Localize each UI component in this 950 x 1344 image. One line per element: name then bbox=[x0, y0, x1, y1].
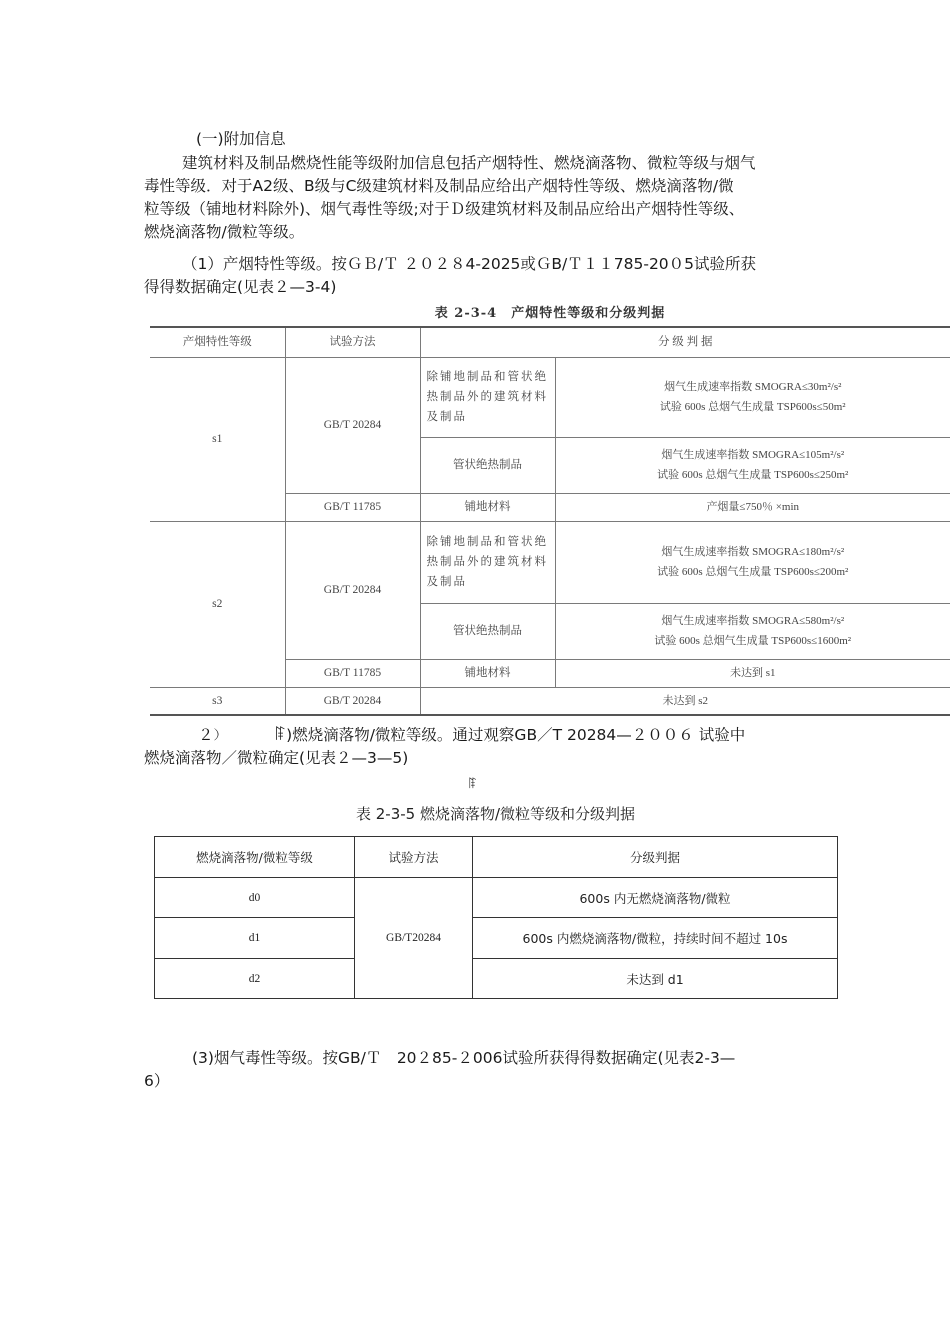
intro-line: 粒等级（铺地材料除外)、烟气毒性等级;对于Ｄ级建筑材料及制品应给出产烟特性等级、 bbox=[144, 200, 745, 218]
table-row bbox=[150, 357, 950, 437]
category-cell: 管状绝热制品 bbox=[420, 603, 555, 659]
method-cell: GB/T 11785 bbox=[285, 493, 420, 521]
header-cell: 试验方法 bbox=[355, 837, 473, 878]
category-cell: 管状绝热制品 bbox=[420, 437, 555, 493]
grade-cell: d1 bbox=[155, 918, 355, 959]
criteria-cell: 未达到 s2 bbox=[420, 687, 950, 715]
header-cell: 分级判据 bbox=[473, 837, 838, 878]
header-cell: 分 级 判 据 bbox=[420, 327, 950, 357]
method-cell: GB/T 20284 bbox=[285, 357, 420, 493]
criteria-line: 烟气生成速率指数 SMOGRA≤105m²/s² bbox=[661, 449, 845, 461]
intro-paragraph bbox=[144, 152, 812, 244]
table-header-row bbox=[150, 327, 950, 357]
grade-cell: d0 bbox=[155, 878, 355, 918]
item1-line: 得得数据确定(见表２—3-4) bbox=[144, 278, 337, 296]
criteria-cell: 产烟量≤750％ ×min bbox=[555, 493, 950, 521]
table-row bbox=[155, 878, 838, 918]
item2-line: 燃烧滴落物／微粒确定(见表２—3—5) bbox=[144, 749, 409, 767]
criteria-cell: 600s 内无燃烧滴落物/微粒 bbox=[473, 878, 838, 918]
method-cell: GB/T 20284 bbox=[285, 521, 420, 659]
smoke-grade-table bbox=[150, 326, 950, 716]
criteria-cell: 未达到 d1 bbox=[473, 959, 838, 999]
table-header-row bbox=[155, 837, 838, 878]
table-row bbox=[155, 959, 838, 999]
criteria-cell: 未达到 s1 bbox=[555, 659, 950, 687]
grade-cell: d2 bbox=[155, 959, 355, 999]
item1-paragraph bbox=[144, 253, 812, 299]
header-cell: 试验方法 bbox=[285, 327, 420, 357]
grade-cell: s2 bbox=[150, 521, 285, 687]
criteria-line: 烟气生成速率指数 SMOGRA≤30m²/s² bbox=[664, 381, 842, 393]
intro-line: 毒性等级．对于A2级、B级与C级建筑材料及制品应给出产烟特性等级、燃烧滴落物/微 bbox=[144, 177, 734, 195]
table-row bbox=[150, 687, 950, 715]
criteria-line: 试验 600s 总烟气生成量 TSP600s≤50m² bbox=[659, 401, 846, 413]
criteria-cell: 600s 内燃烧滴落物/微粒，持续时间不超过 10s bbox=[473, 918, 838, 959]
criteria-cell bbox=[555, 437, 950, 493]
table1-caption: 表 2-3-4 产烟特性等级和分级判据 bbox=[434, 306, 666, 321]
section-heading bbox=[144, 128, 812, 151]
table-row bbox=[150, 521, 950, 603]
criteria-cell bbox=[555, 603, 950, 659]
droplet-grade-table bbox=[154, 836, 838, 999]
criteria-cell bbox=[555, 357, 950, 437]
grade-cell: s1 bbox=[150, 357, 285, 521]
category-cell: 铺地材料 bbox=[420, 659, 555, 687]
table-row bbox=[155, 918, 838, 959]
criteria-line: 试验 600s 总烟气生成量 TSP600s≤1600m² bbox=[654, 635, 852, 647]
criteria-line: 烟气生成速率指数 SMOGRA≤580m²/s² bbox=[661, 615, 845, 627]
intro-line: 燃烧滴落物/微粒等级。 bbox=[144, 223, 305, 241]
item2-paragraph bbox=[144, 724, 812, 770]
category-cell: 除铺地制品和管状绝热制品外的建筑材料及制品 bbox=[420, 357, 555, 437]
criteria-line: 烟气生成速率指数 SMOGRA≤180m²/s² bbox=[661, 546, 845, 558]
category-cell: 除铺地制品和管状绝热制品外的建筑材料及制品 bbox=[420, 521, 555, 603]
table2-caption: 表 2-3-5 燃烧滴落物/微粒等级和分级判据 bbox=[355, 805, 636, 823]
criteria-line: 试验 600s 总烟气生成量 TSP600s≤200m² bbox=[657, 566, 849, 578]
item3-line: (3)烟气毒性等级。按GB/Ｔ 20２85-２006试验所获得得数据确定(见表2-3— bbox=[192, 1049, 736, 1067]
method-cell: GB/T20284 bbox=[355, 878, 473, 999]
item1-line: （1）产烟特性等级。按ＧＢ/Ｔ ２０２８4-2025或ＧB/Ｔ１１785-20０5试验所获 bbox=[182, 255, 757, 273]
criteria-line: 试验 600s 总烟气生成量 TSP600s≤250m² bbox=[657, 469, 849, 481]
stray-mark: ꁹ bbox=[468, 777, 478, 791]
criteria-cell bbox=[555, 521, 950, 603]
method-cell: GB/T 20284 bbox=[285, 687, 420, 715]
item3-paragraph bbox=[144, 1047, 812, 1093]
item3-line: 6） bbox=[144, 1072, 170, 1090]
category-cell: 铺地材料 bbox=[420, 493, 555, 521]
header-cell: 产烟特性等级 bbox=[150, 327, 285, 357]
intro-line: 建筑材料及制品燃烧性能等级附加信息包括产烟特性、燃烧滴落物、微粒等级与烟气 bbox=[182, 154, 756, 172]
grade-cell: s3 bbox=[150, 687, 285, 715]
method-cell: GB/T 11785 bbox=[285, 659, 420, 687]
item2-line: ２） ꁹ)燃烧滴落物/微粒等级。通过观察GB／T 20284—２００６ 试验中 bbox=[198, 726, 746, 744]
header-cell: 燃烧滴落物/微粒等级 bbox=[155, 837, 355, 878]
section-heading-text: (一)附加信息 bbox=[196, 130, 286, 148]
